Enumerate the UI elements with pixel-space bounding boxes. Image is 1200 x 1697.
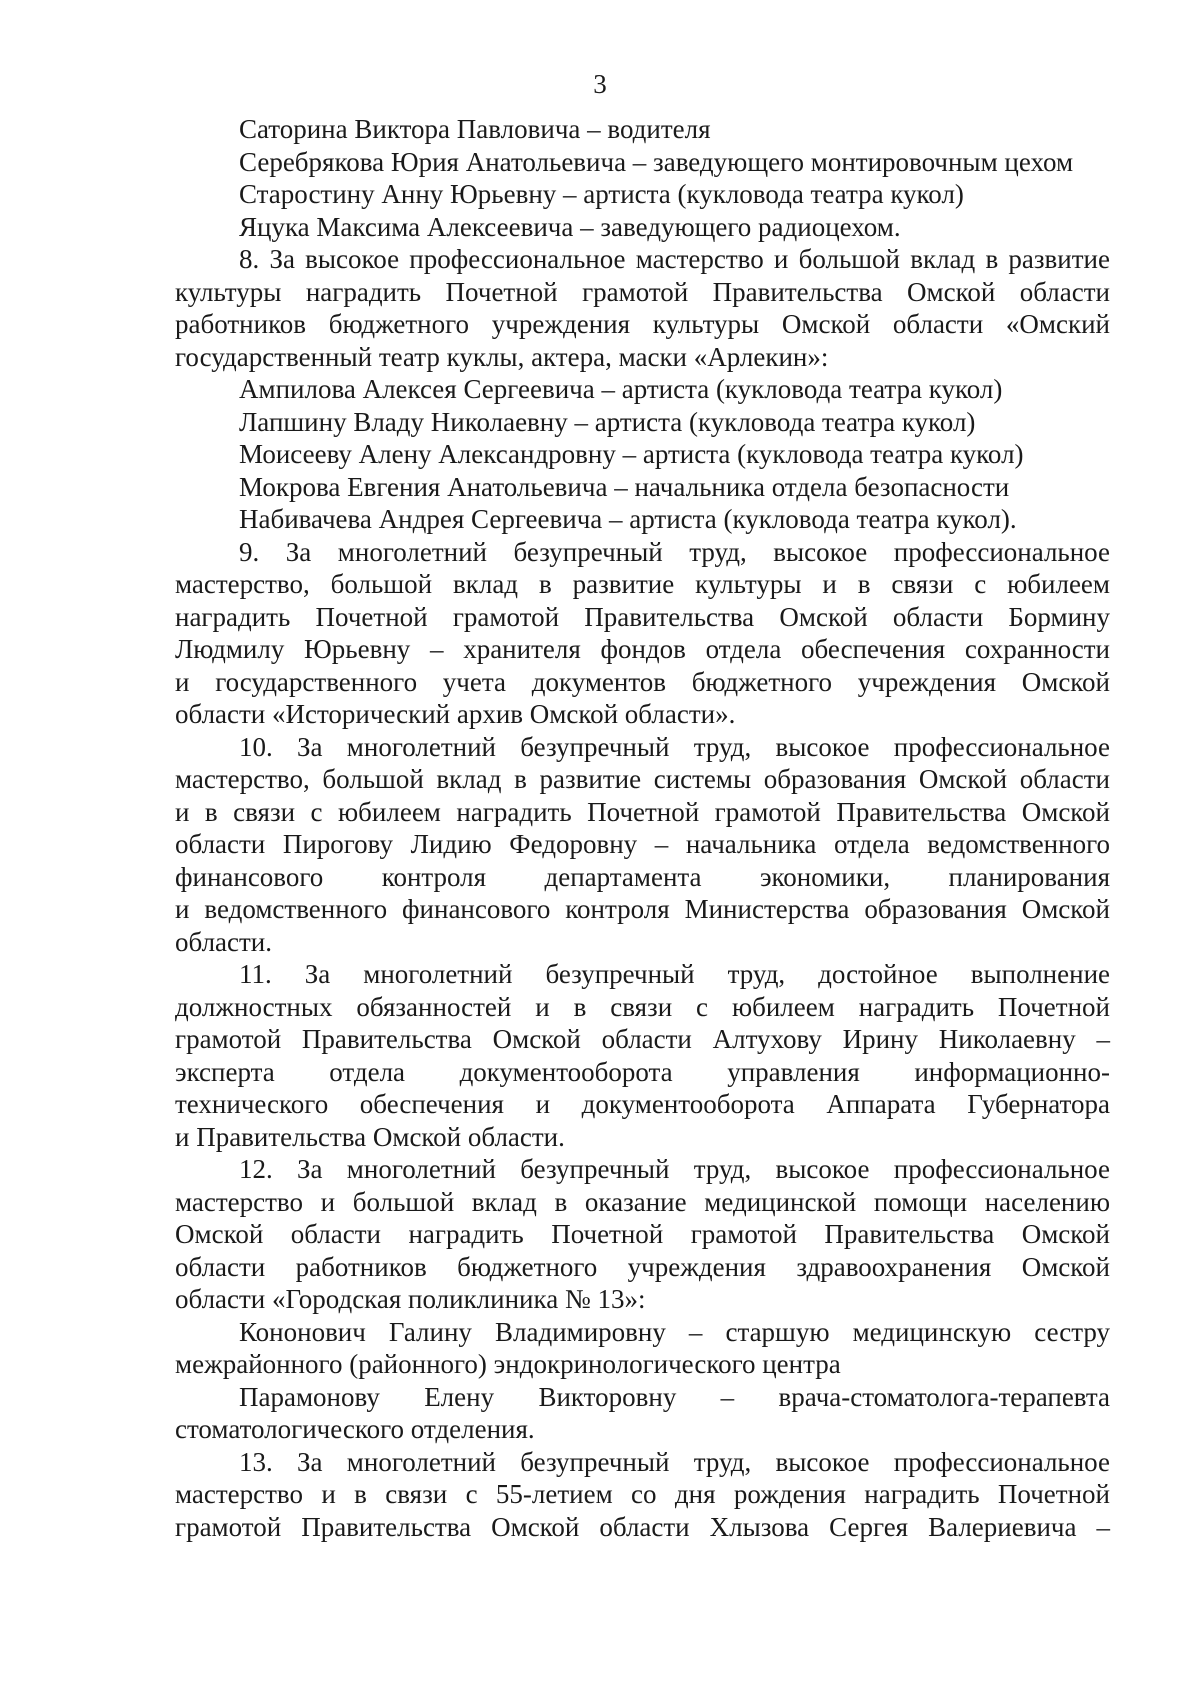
text-line: Серебрякова Юрия Анатольевича – заведующего монтировочным цехом [239, 146, 1074, 177]
text-line: Моисееву Алену Александровну – артиста (кукловода театра кукол) [239, 439, 1024, 469]
text-line: и государственного учета документов бюджетного учреждения Омской [175, 666, 1110, 697]
text-line: Старостину Анну Юрьевну – артиста (кукловода театра кукол) [239, 179, 964, 209]
text-line: области. [175, 926, 273, 957]
text-line: мастерство, большой вклад в развитие культуры и в связи с юбилеем [175, 569, 1110, 599]
text-line: Саторина Виктора Павловича – водителя [239, 114, 711, 144]
text-line: грамотой Правительства Омской области Хлызова Сергея Валериевича – [175, 1511, 1110, 1542]
text-line: 10. За многолетний безупречный труд, высокое профессиональное [239, 731, 1110, 762]
text-line: Кононович Галину Владимировну – старшую медицинскую сестру [239, 1316, 1110, 1347]
text-line: 13. За многолетний безупречный труд, высокое профессиональное [239, 1446, 1110, 1477]
page-number: 3 [593, 69, 607, 99]
text-line: и в связи с юбилеем наградить Почетной грамотой Правительства Омской [175, 796, 1110, 827]
text-line: Лапшину Владу Николаевну – артиста (кукловода театра кукол) [239, 406, 976, 437]
text-line: культуры наградить Почетной грамотой Правительства Омской области [175, 276, 1110, 307]
text-line: наградить Почетной грамотой Правительства Омской области Бормину [175, 601, 1110, 632]
text-line: Парамонову Елену Викторовну – врача-стоматолога-терапевта [239, 1381, 1110, 1412]
text-line: межрайонного (районного) эндокринологического центра [175, 1349, 841, 1379]
text-line: области работников бюджетного учреждения здравоохранения Омской [175, 1251, 1110, 1282]
text-line: работников бюджетного учреждения культуры Омской области «Омский [175, 309, 1110, 339]
text-line: мастерство и в связи с 55-летием со дня рождения наградить Почетной [175, 1479, 1110, 1509]
text-line: и Правительства Омской области. [175, 1121, 565, 1152]
text-line: государственный театр куклы, актера, маски «Арлекин»: [175, 341, 829, 372]
text-line: 9. За многолетний безупречный труд, высокое профессиональное [239, 536, 1110, 567]
text-line: Мокрова Евгения Анатольевича – начальника отдела безопасности [239, 471, 1010, 502]
text-line: финансового контроля департамента экономики, планирования [175, 861, 1110, 892]
text-line: мастерство, большой вклад в развитие системы образования Омской области [175, 764, 1110, 794]
text-line: должностных обязанностей и в связи с юбилеем наградить Почетной [175, 991, 1110, 1022]
text-line: области «Городская поликлиника № 13»: [175, 1284, 646, 1314]
text-line: Ампилова Алексея Сергеевича – артиста (кукловода театра кукол) [239, 374, 1003, 404]
text-line: технического обеспечения и документооборота Аппарата Губернатора [175, 1089, 1110, 1119]
text-line: 12. За многолетний безупречный труд, высокое профессиональное [239, 1154, 1110, 1184]
text-line: стоматологического отделения. [175, 1414, 535, 1444]
text-line: грамотой Правительства Омской области Алтухову Ирину Николаевну – [175, 1024, 1110, 1054]
text-line: 8. За высокое профессиональное мастерство и большой вклад в развитие [239, 244, 1110, 274]
text-line: области «Исторический архив Омской области». [175, 699, 736, 729]
text-line: эксперта отдела документооборота управления информационно- [175, 1056, 1110, 1087]
text-line: области Пирогову Лидию Федоровну – начальника отдела ведомственного [175, 829, 1110, 859]
text-line: мастерство и большой вклад в оказание медицинской помощи населению [175, 1186, 1110, 1217]
text-line: Яцука Максима Алексеевича – заведующего радиоцехом. [239, 211, 901, 242]
text-line: и ведомственного финансового контроля Министерства образования Омской [175, 894, 1110, 924]
document-body [175, 113, 1110, 1543]
text-line: 11. За многолетний безупречный труд, достойное выполнение [239, 959, 1110, 989]
text-line: Набивачева Андрея Сергеевича – артиста (кукловода театра кукол). [239, 504, 1017, 534]
text-line: Омской области наградить Почетной грамотой Правительства Омской [175, 1219, 1110, 1249]
text-line: Людмилу Юрьевну – хранителя фондов отдела обеспечения сохранности [175, 634, 1110, 664]
